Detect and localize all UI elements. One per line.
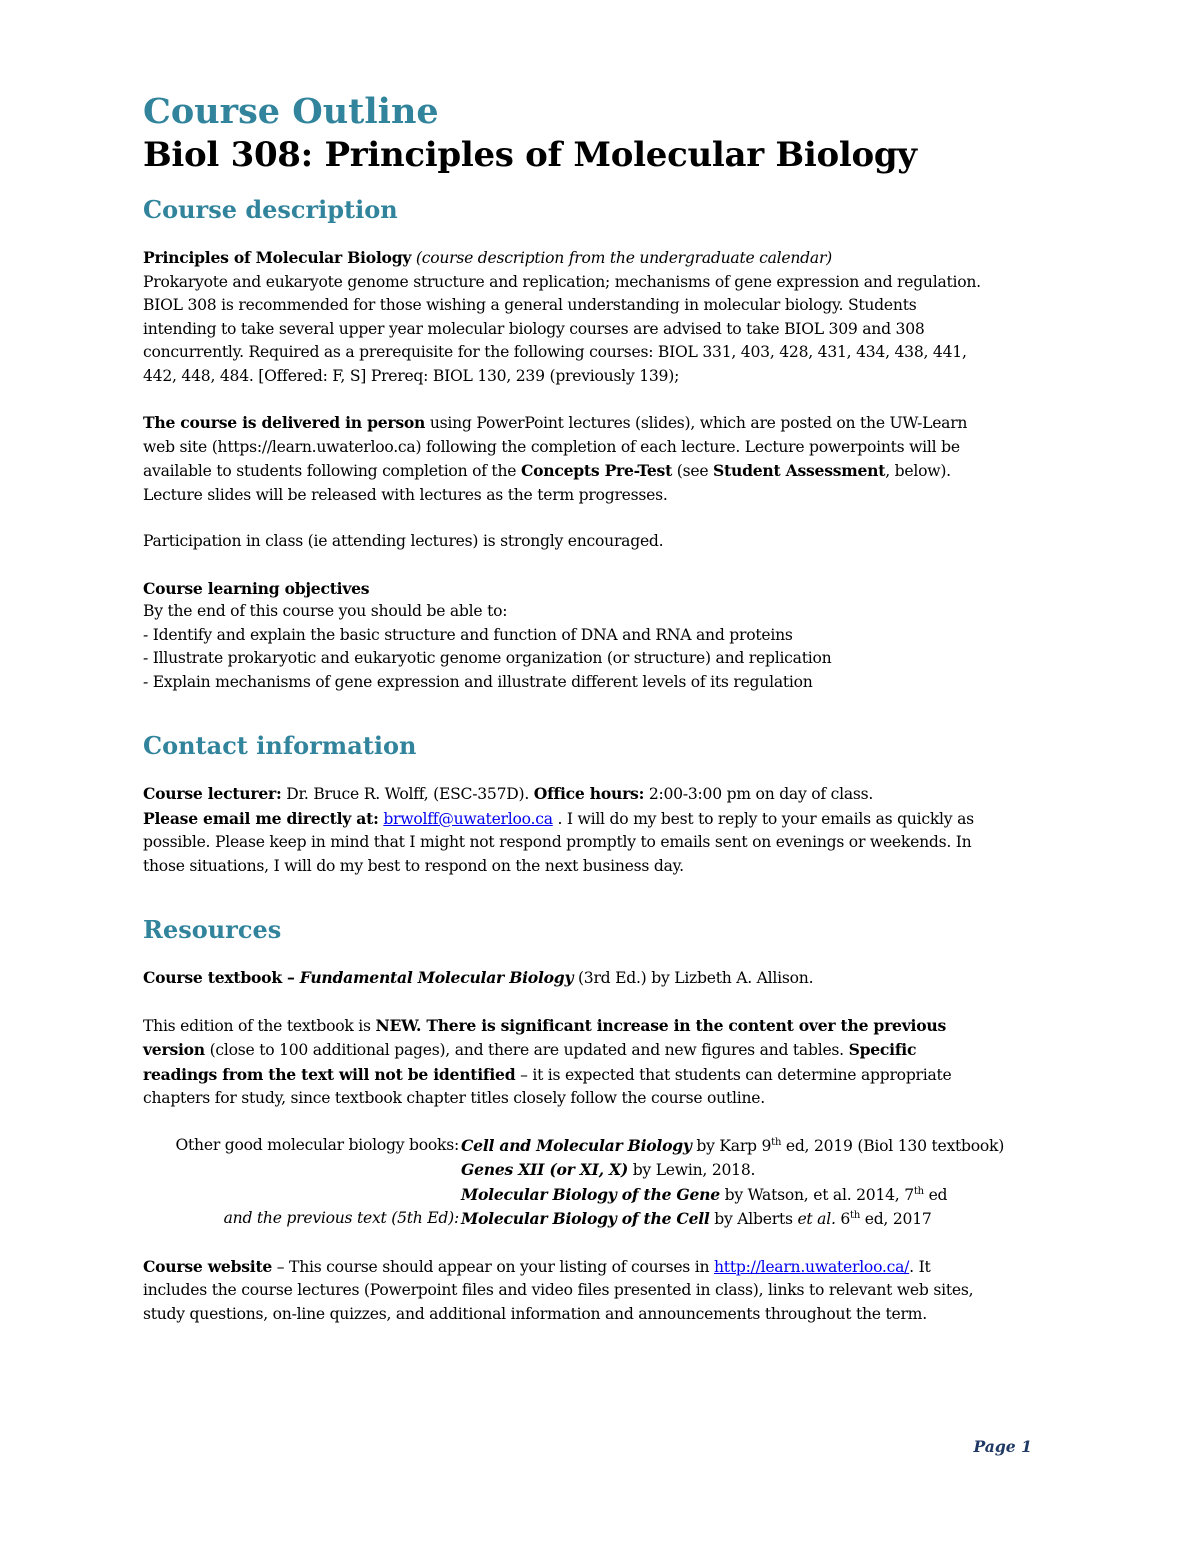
previous-text-label: and the previous text (5th Ed): <box>223 1209 459 1227</box>
participation-paragraph: Participation in class (ie attending lectures) is strongly encouraged. <box>143 532 664 550</box>
calendar-line: Prokaryote and eukaryote genome structure and replication; mechanisms of gene expression and regulation. <box>143 272 981 291</box>
course-title: Biol 308: Principles of Molecular Biology <box>143 135 917 175</box>
contact-paragraph: Course lecturer: Dr. Bruce R. Wolff, (ESC-357D). Office hours: 2:00-3:00 pm on day of class. Please email me directly at: brwolff@uwaterloo.ca . I will do my best to reply to your emails as quickly as possible. Please keep in mind that I might not respond promptly to emails sent on evenings or weekends. In those situations, I will do my best to respond on the next business day. <box>143 784 974 875</box>
document-body <box>143 92 1063 1326</box>
textbook-paragraph: Course textbook – Fundamental Molecular Biology (3rd Ed.) by Lizbeth A. Allison. <box>143 968 814 987</box>
email-link[interactable]: brwolff@uwaterloo.ca <box>383 809 553 828</box>
calendar-note: (course description from the undergraduate calendar) <box>411 249 832 267</box>
heading-contact-information: Contact information <box>143 731 417 760</box>
delivery-paragraph: The course is delivered in person using PowerPoint lectures (slides), which are posted on the UW-Learn web site (https://learn.uwaterloo.ca) following the completion of each lecture. Lecture powerpoints will be available to students following completion of the Concepts Pre-Test (see Student Assessment, below). Lecture slides will be released with lectures as the term progresses. <box>143 413 968 504</box>
book-row: Other good molecular biology books: Cell and Molecular Biology by Karp 9th ed, 2019 (Biol 130 textbook) <box>143 1134 1063 1159</box>
calendar-line: 442, 448, 484. [Offered: F, S] Prereq: BIOL 130, 239 (previously 139); <box>143 366 680 385</box>
book-row: Molecular Biology of the Gene by Watson, et al. 2014, 7th ed <box>461 1184 948 1204</box>
website-paragraph: Course website – This course should appear on your listing of courses in http://learn.uwaterloo.ca/. It includes the course lectures (Powerpoint files and video files presented in class), links to relevant web sites, study questions, on-line quizzes, and additional information and announcements throughout the term. <box>143 1256 974 1323</box>
objective-item: - Illustrate prokaryotic and eukaryotic genome organization (or structure) and replication <box>143 649 832 667</box>
calendar-line: BIOL 308 is recommended for those wishing a general understanding in molecular biology. Students <box>143 296 917 314</box>
calendar-title: Principles of Molecular Biology <box>143 248 412 267</box>
calendar-description <box>143 246 1063 388</box>
page-number: Page 1 <box>973 1437 1032 1456</box>
calendar-line: intending to take several upper year molecular biology courses are advised to take BIOL 309 and 308 <box>143 319 925 338</box>
objective-item: - Explain mechanisms of gene expression and illustrate different levels of its regulation <box>143 672 813 691</box>
heading-resources: Resources <box>143 915 282 944</box>
other-books-list <box>143 1134 1063 1232</box>
book-row: and the previous text (5th Ed): Molecular Biology of the Cell by Alberts et al. 6th ed, 2017 <box>143 1207 1063 1232</box>
delivery-bold: The course is delivered in person <box>143 413 426 432</box>
page-title: Course Outline <box>143 91 439 132</box>
calendar-line: concurrently. Required as a prerequisite for the following courses: BIOL 331, 403, 428, 431, 434, 438, 441, <box>143 343 967 361</box>
other-books-label: Other good molecular biology books: <box>175 1135 459 1154</box>
objectives-heading: Course learning objectives <box>143 578 370 598</box>
book-row: Genes XII (or XI, X) by Lewin, 2018. <box>461 1160 756 1179</box>
heading-course-description: Course description <box>143 195 398 224</box>
objective-item: - Identify and explain the basic structure and function of DNA and RNA and proteins <box>143 625 793 644</box>
course-website-link[interactable]: http://learn.uwaterloo.ca/ <box>714 1257 910 1276</box>
edition-paragraph: This edition of the textbook is NEW. There is significant increase in the content over the previous version (close to 100 additional pages), and there are updated and new figures and tables. Specific readings from the text will not be identified – it is expected that students can determine appropriate chapters for study, since textbook chapter titles closely follow the course outline. <box>143 1015 952 1107</box>
textbook-title: Fundamental Molecular Biology <box>299 968 574 987</box>
learning-objectives: Course learning objectives By the end of this course you should be able to: - Identify and explain the basic structure and function of DNA and RNA and proteins - Illustrate prokaryotic and eukaryotic genome organization (or structure) and replication - Explain mechanisms of gene expression and illustrate different levels of its regulation <box>143 577 1063 695</box>
